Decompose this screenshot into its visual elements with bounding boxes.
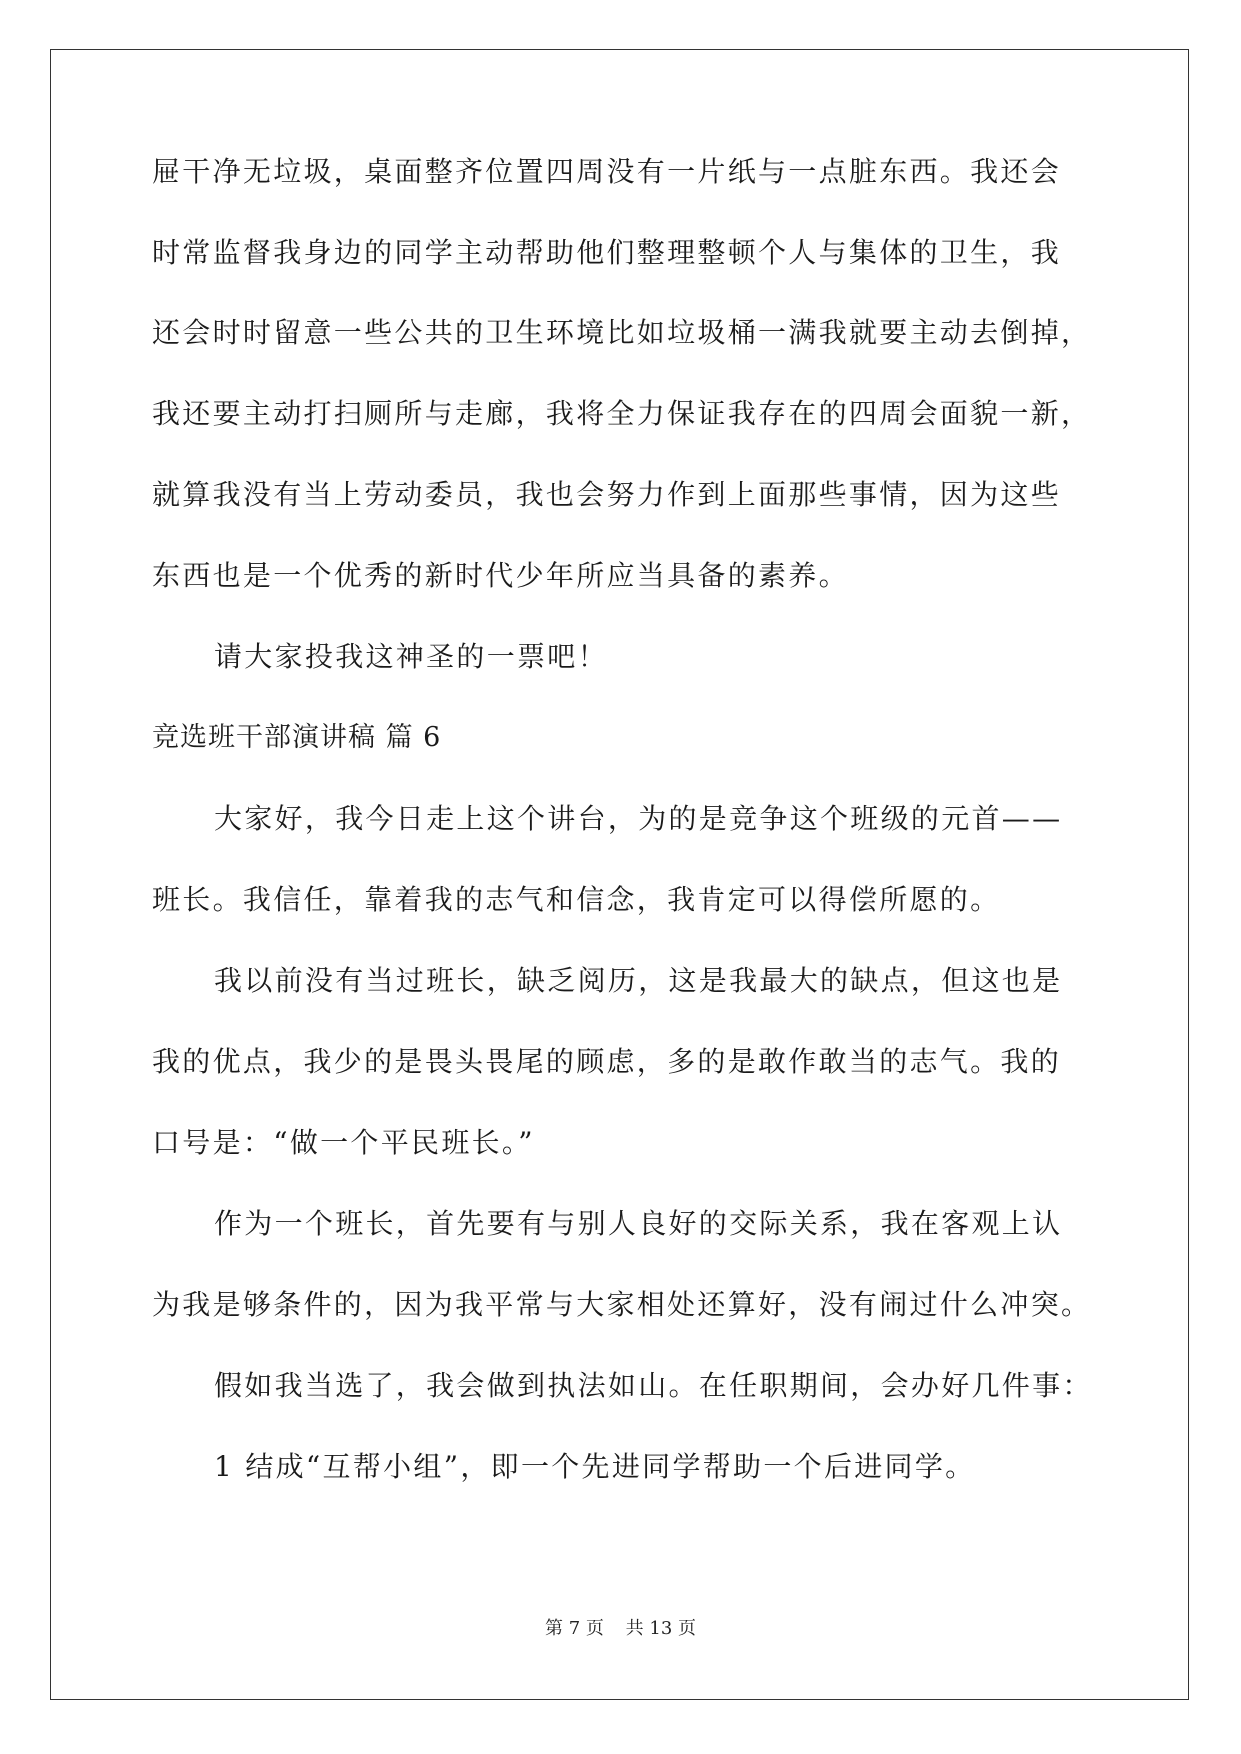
paragraph-line: 我以前没有当过班长，缺乏阅历，这是我最大的缺点，但这也是 [214,964,1063,997]
page-number: 第 7 页 [545,1618,604,1639]
paragraph-line: 我的优点，我少的是畏头畏尾的顾虑，多的是敢作敢当的志气。我的 [152,1045,1062,1078]
page-footer [0,1614,1241,1640]
paragraph-line: 大家好，我今日走上这个讲台，为的是竞争这个班级的元首—— [214,802,1063,835]
paragraph-line: 时常监督我身边的同学主动帮助他们整理整顿个人与集体的卫生，我 [152,236,1062,269]
paragraph-line: 我还要主动打扫厕所与走廊，我将全力保证我存在的四周会面貌一新， [152,397,1092,430]
paragraph-line: 1 结成“互帮小组”，即一个先进同学帮助一个后进同学。 [214,1450,976,1483]
paragraph-line: 为我是够条件的，因为我平常与大家相处还算好，没有闹过什么冲突。 [152,1288,1092,1321]
paragraph-line: 假如我当选了，我会做到执法如山。在任职期间，会办好几件事： [214,1369,1093,1402]
paragraph-line: 还会时时留意一些公共的卫生环境比如垃圾桶一满我就要主动去倒掉， [152,316,1092,349]
paragraph-line: 班长。我信任，靠着我的志气和信念，我肯定可以得偿所愿的。 [152,883,1001,916]
page-total: 共 13 页 [625,1618,696,1639]
paragraph-line: 请大家投我这神圣的一票吧！ [214,640,608,673]
paragraph-line: 就算我没有当上劳动委员，我也会努力作到上面那些事情，因为这些 [152,478,1062,511]
paragraph-line: 口号是：“做一个平民班长。” [152,1126,535,1159]
section-heading: 竞选班干部演讲稿 篇 6 [152,722,442,753]
paragraph-line: 作为一个班长，首先要有与别人良好的交际关系，我在客观上认 [214,1207,1063,1240]
paragraph-line: 东西也是一个优秀的新时代少年所应当具备的素养。 [152,559,849,592]
paragraph-line: 屉干净无垃圾，桌面整齐位置四周没有一片纸与一点脏东西。我还会 [152,155,1062,188]
